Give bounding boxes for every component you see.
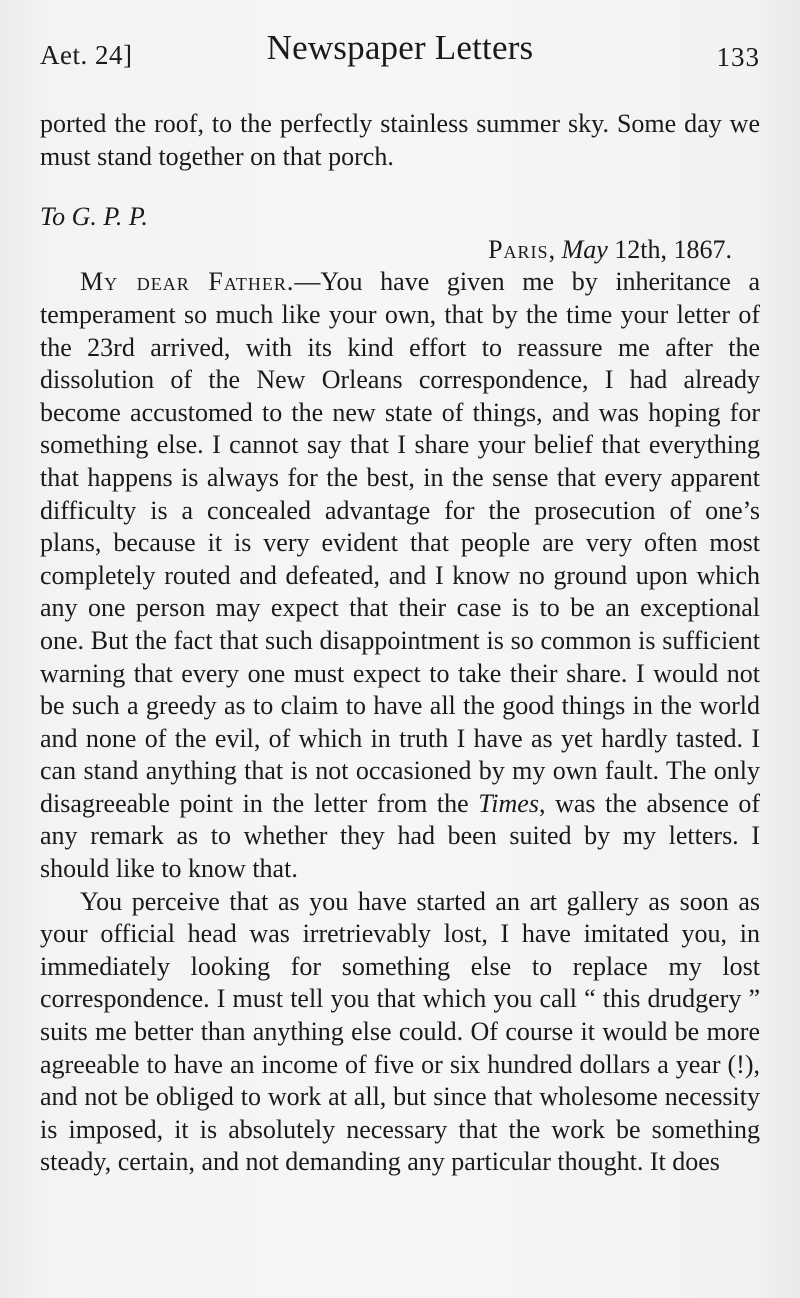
page-body [40, 108, 760, 1179]
section-gap [40, 173, 760, 201]
letter-dateline [40, 234, 760, 267]
newspaper-name-times: Times [478, 788, 539, 818]
dateline-month: May [561, 234, 608, 264]
running-head-title: Newspaper Letters [266, 28, 534, 67]
paragraph-1-text-after: , was the absence of any remark as to whether they had been suited by my letters. I should like to know that. [40, 788, 761, 884]
page-number: 133 [716, 42, 760, 72]
dateline-separator: , [548, 234, 562, 264]
running-head-left: Aet. 24] [40, 40, 133, 70]
letter-salutation: My dear Father. [80, 267, 295, 297]
letter-paragraph-2: You perceive that as you have started an art gallery as soon as your official head was irretrievably lost, I have imitated you, in immediately looking for something else to replace my lost correspondence. I must tell you that which you call “ this drudgery ” suits me better than anything else could. Of course it would be more agreeable to have an income of five or six hundred dollars a year (!), and not be obliged to work at all, but since that wholesome necessity is imposed, it is absolutely necessary that the work be something steady, certain, and not demanding any particular thought. It does [40, 886, 760, 1177]
dateline-place: Paris [488, 234, 549, 264]
letter-recipient: To G. P. P. [40, 202, 148, 232]
letter-paragraph-1 [40, 266, 760, 885]
paragraph-1-text-before: —You have given me by inheritance a temperament so much like your own, that by the time your letter of the 23rd arrived, with its kind effort to reassure me after the dissolution of the New Orleans correspondence, I had already become accustomed to the new state of things, and was hoping for something else. I cannot say that I share your belief that everything that happens is always for the best, in the sense that every apparent difficulty is a concealed advantage for the prosecution of one’s plans, because it is very evident that people are very often most completely routed and defeated, and I know no ground upon which any one person may expect that their case is to be an exceptional one. But the fact that such disappointment is so common is sufficient warning that every one must expect to take their share. I would not be such a greedy as to claim to have all the good things in the world and none of the evil, of which in truth I have as yet hardly tasted. I can stand anything that is not occasioned by my own fault. The only disagreeable point in the letter from the [40, 267, 761, 818]
running-header [40, 28, 760, 80]
continuation-paragraph: ported the roof, to the perfectly stainless summer sky. Some day we must stand together on that porch. [40, 109, 760, 171]
dateline-rest: 12th, 1867. [607, 234, 732, 264]
